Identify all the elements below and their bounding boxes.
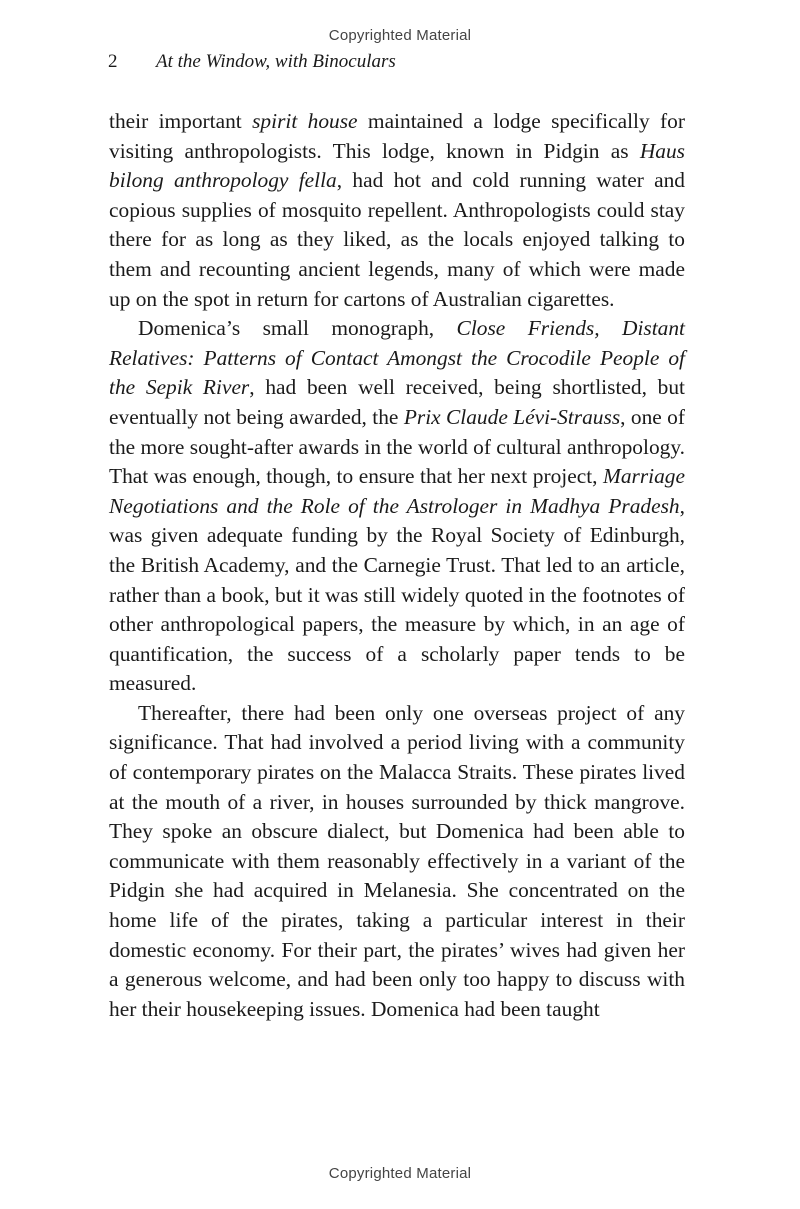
copyright-watermark-bottom: Copyrighted Material: [328, 1165, 472, 1182]
italic-title: Close Friends, Distant Relatives: Patterns of Contact Amongst the Crocodile People of the Sepik River: [109, 316, 685, 400]
text-run: their important: [109, 109, 253, 133]
text-run: , had been well received, being shortlisted, but eventually not being awarded, the: [109, 375, 685, 429]
page-number: 2: [108, 51, 118, 72]
running-head: [108, 51, 396, 73]
paragraph-2: [109, 314, 685, 699]
italic-title: Prix Claude Lévi-Strauss: [403, 404, 621, 429]
paragraph-3: [109, 699, 685, 1025]
text-run: Thereafter, there had been only one overseas project of any significance. That had involved a period living with a community of contemporary pirates on the Malacca Straits. These pirates lived at the mouth of a river, in houses surrounded by thick mangrove. They spoke an obscure dialect, but Domenica had been able to communicate with them reasonably effectively in a variant of the Pidgin she had acquired in Melanesia. She concentrated on the home life of the pirates, taking a particular interest in their domestic economy. For their part, the pirates’ wives had given her a generous welcome, and had been only too happy to discuss with her their housekeeping issues. Domenica had been taught: [109, 700, 685, 1021]
body-text: [109, 107, 685, 1024]
text-run: , had hot and cold running water and copious supplies of mosquito repellent. Anthropologists could stay there for as long as they liked, as the locals enjoyed talking to them and recounting ancient legends, many of which were made up on the spot in return for cartons of Australian cigarettes.: [109, 168, 685, 311]
text-run: , was given adequate funding by the Royal Society of Edinburgh, the British Academy, and the Carnegie Trust. That led to an article, rather than a book, but it was still widely quoted in the footnotes of other anthropological papers, the measure by which, in an age of quantification, the success of a scholarly paper tends to be measured.: [109, 493, 685, 696]
text-run: maintained a lodge specifically for visiting anthropologists. This lodge, known in Pidgin as: [109, 109, 685, 163]
paragraph-1: [109, 107, 685, 314]
italic-term: Haus bilong anthropology fella: [109, 138, 685, 193]
text-run: Domenica’s small monograph,: [138, 316, 457, 341]
text-run: , one of the more sought-after awards in the world of cultural anthropology. That was enough, though, to ensure that her next project,: [109, 404, 685, 489]
italic-term: spirit house: [252, 109, 358, 133]
running-title: At the Window, with Binoculars: [156, 51, 396, 72]
italic-title: Marriage Negotiations and the Role of the Astrologer in Madhya Pradesh: [109, 464, 685, 518]
copyright-watermark-top: Copyrighted Material: [328, 27, 472, 44]
